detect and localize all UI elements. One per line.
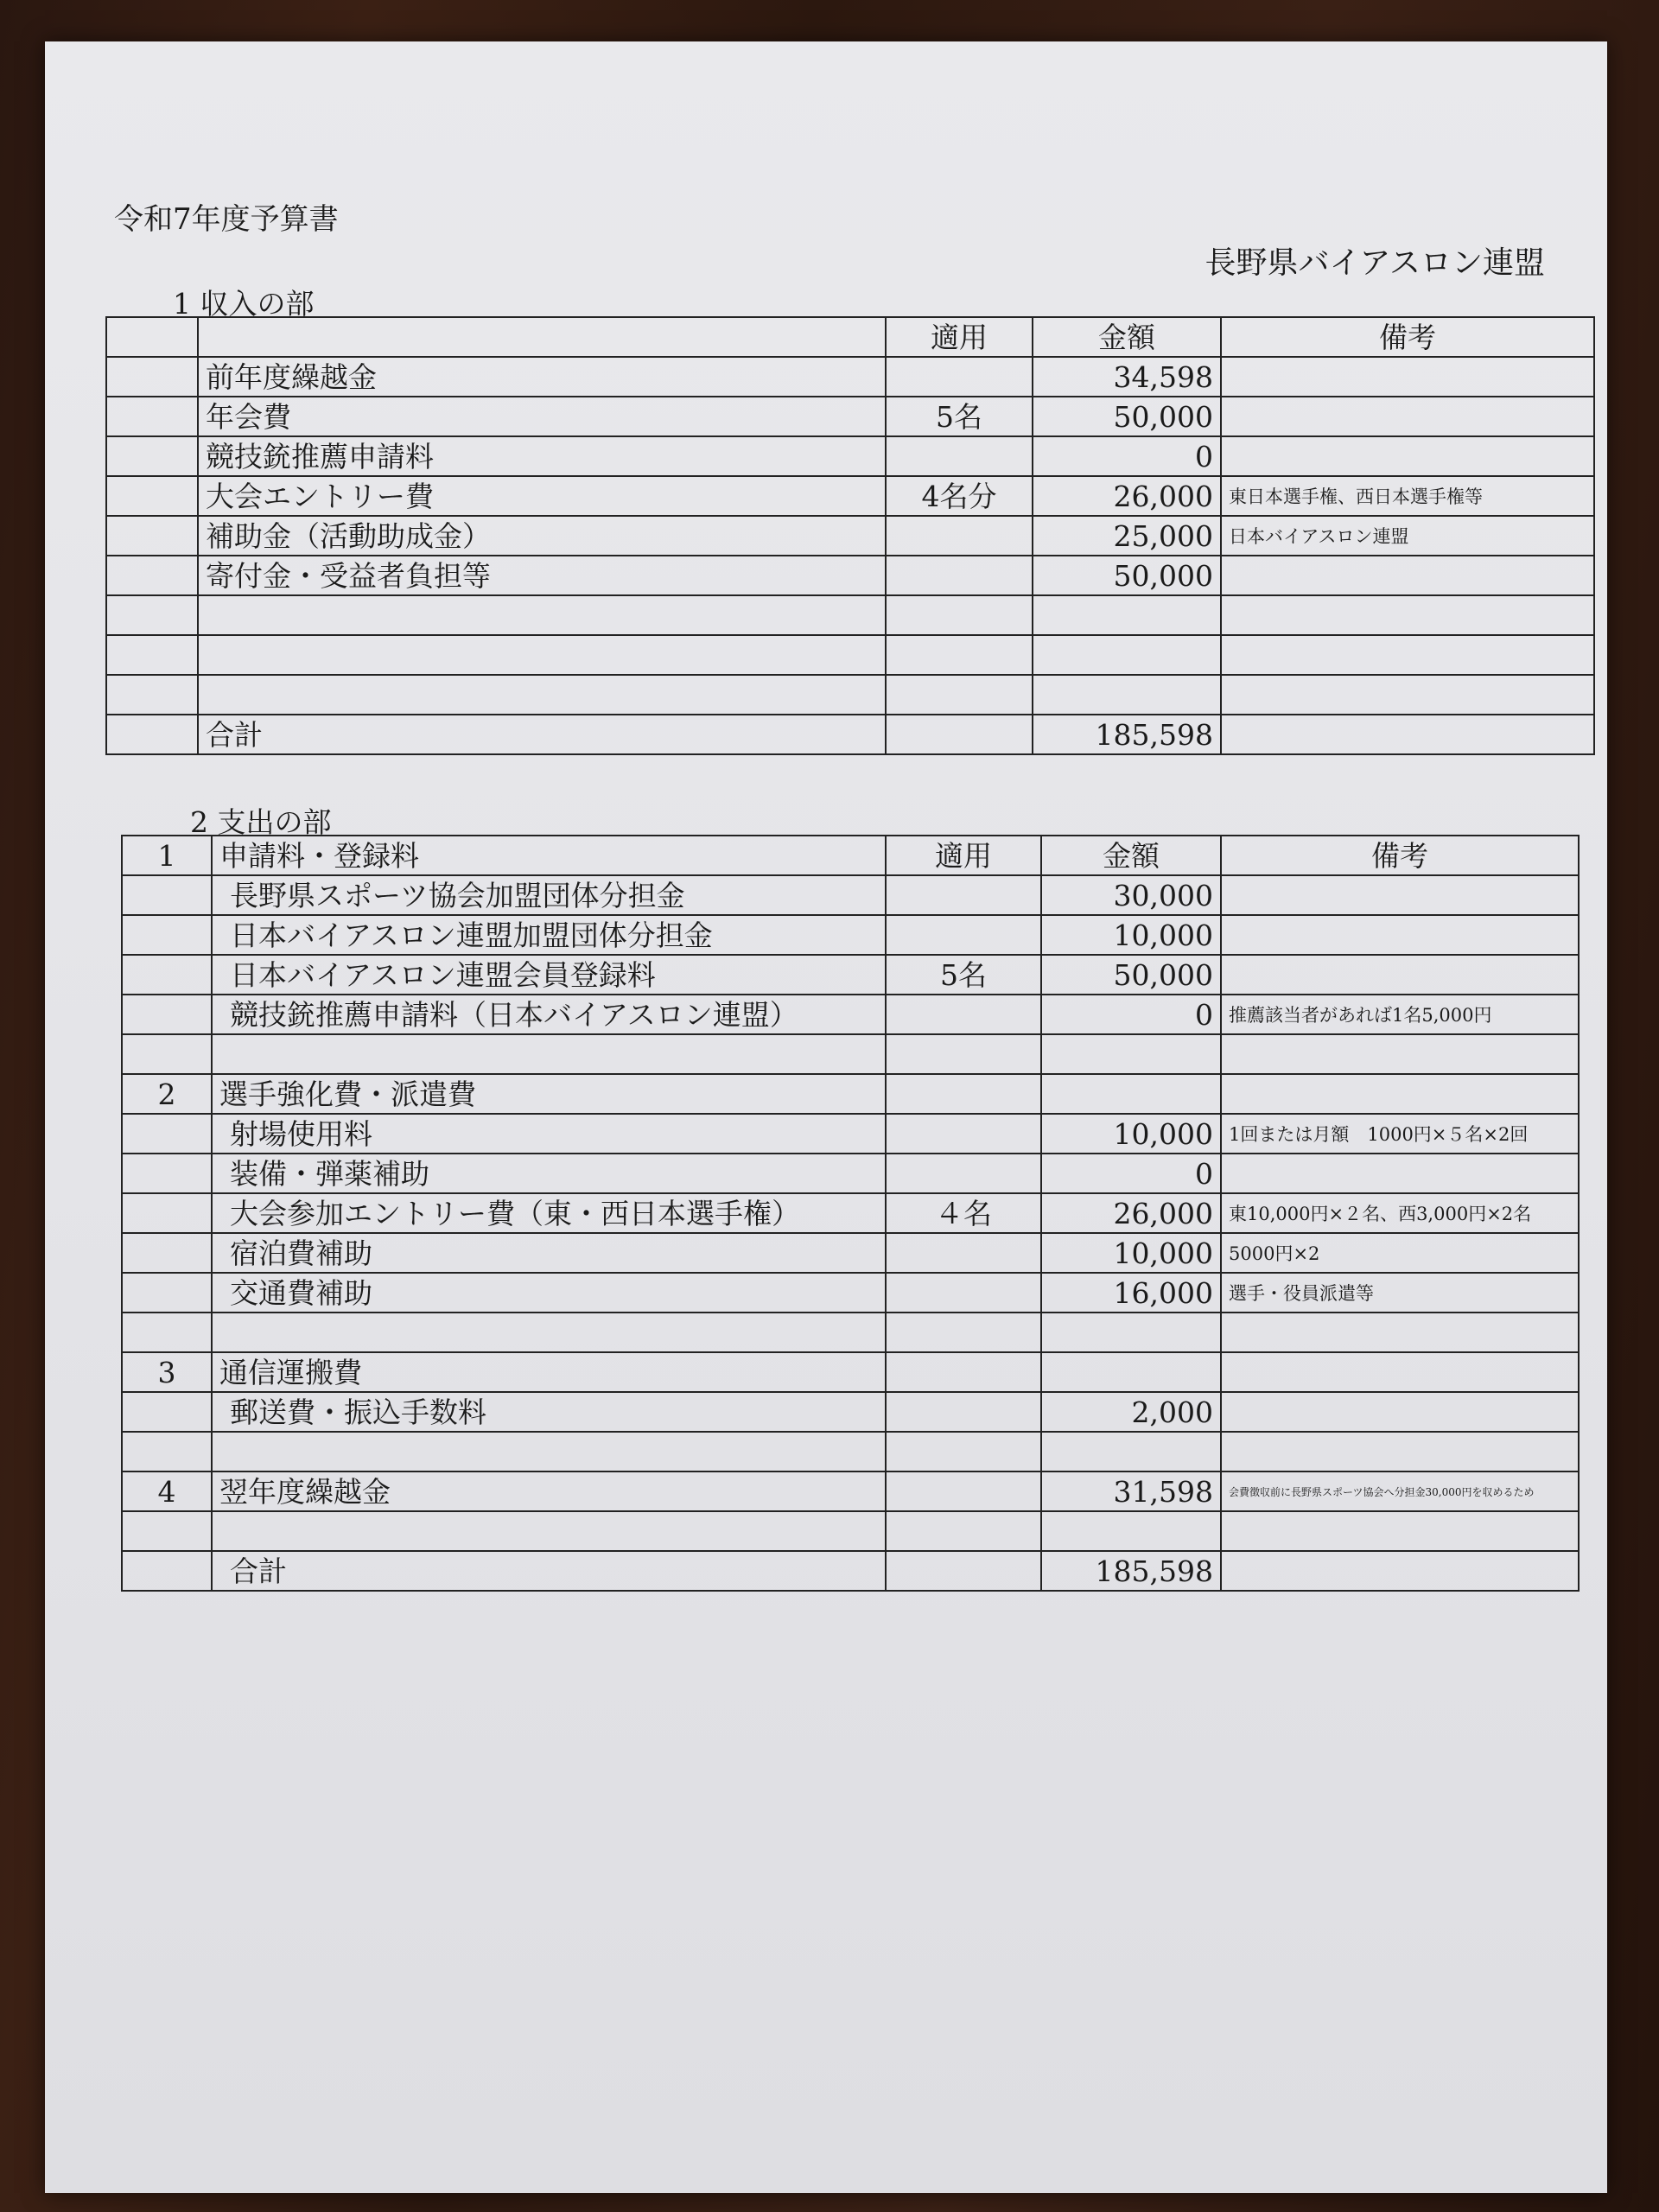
income-usage: 4名分	[886, 476, 1033, 516]
expense-row	[122, 1432, 1579, 1471]
expense-row	[122, 1233, 1579, 1273]
expense-item: 翌年度繰越金	[212, 1471, 886, 1511]
expense-row	[122, 875, 1579, 915]
expense-note	[1221, 875, 1579, 915]
expense-row	[122, 1114, 1579, 1154]
income-item: 補助金（活動助成金）	[198, 516, 886, 556]
income-row-num	[106, 556, 198, 595]
income-note	[1221, 436, 1594, 476]
expense-amount: 10,000	[1041, 1114, 1221, 1154]
expense-amount	[1041, 1511, 1221, 1551]
expense-row	[122, 1511, 1579, 1551]
income-row	[106, 357, 1594, 397]
expense-note	[1221, 1074, 1579, 1114]
expense-row	[122, 1273, 1579, 1313]
expense-total-label: 合計	[212, 1551, 886, 1591]
expense-note	[1221, 955, 1579, 995]
expense-amount: 50,000	[1041, 955, 1221, 995]
expense-note	[1221, 1392, 1579, 1432]
expense-item: 日本バイアスロン連盟加盟団体分担金	[212, 915, 886, 955]
income-header-item	[198, 317, 886, 357]
expense-note	[1221, 1352, 1579, 1392]
income-note	[1221, 397, 1594, 436]
expense-row	[122, 1392, 1579, 1432]
expense-row-num: 2	[122, 1074, 212, 1114]
income-usage	[886, 357, 1033, 397]
expense-item	[212, 1511, 886, 1551]
expense-header-amount: 金額	[1041, 836, 1221, 875]
expense-usage	[886, 1233, 1041, 1273]
expense-total-note	[1221, 1551, 1579, 1591]
expense-row	[122, 915, 1579, 955]
income-header-num	[106, 317, 198, 357]
expense-usage	[886, 915, 1041, 955]
income-row	[106, 635, 1594, 675]
income-row	[106, 476, 1594, 516]
expense-row-num: 4	[122, 1471, 212, 1511]
expense-note: 会費徴収前に長野県スポーツ協会へ分担金30,000円を収めるため	[1221, 1471, 1579, 1511]
expense-row	[122, 955, 1579, 995]
income-row-num	[106, 675, 198, 715]
expense-row-num	[122, 1313, 212, 1352]
expense-item: 装備・弾薬補助	[212, 1154, 886, 1193]
expense-row-num	[122, 1233, 212, 1273]
income-item: 寄付金・受益者負担等	[198, 556, 886, 595]
income-amount: 0	[1033, 436, 1221, 476]
expense-header-usage: 適用	[886, 836, 1041, 875]
income-usage	[886, 675, 1033, 715]
expense-header-note: 備考	[1221, 836, 1579, 875]
expense-note	[1221, 1511, 1579, 1551]
income-section-title: 1 収入の部	[173, 287, 315, 321]
expense-table	[121, 835, 1580, 1592]
expense-amount: 2,000	[1041, 1392, 1221, 1432]
income-usage	[886, 436, 1033, 476]
expense-row-num	[122, 1432, 212, 1471]
expense-row-num: 3	[122, 1352, 212, 1392]
income-row	[106, 595, 1594, 635]
expense-amount	[1041, 1034, 1221, 1074]
expense-usage	[886, 1154, 1041, 1193]
income-header-amount: 金額	[1033, 317, 1221, 357]
income-item	[198, 675, 886, 715]
income-row-num	[106, 635, 198, 675]
expense-item: 競技銃推薦申請料（日本バイアスロン連盟）	[212, 995, 886, 1034]
income-amount: 26,000	[1033, 476, 1221, 516]
expense-amount	[1041, 1313, 1221, 1352]
expense-header-row	[122, 836, 1579, 875]
expense-note	[1221, 1313, 1579, 1352]
income-usage: 5名	[886, 397, 1033, 436]
expense-amount: 26,000	[1041, 1193, 1221, 1233]
expense-row	[122, 1074, 1579, 1114]
expense-note	[1221, 1034, 1579, 1074]
income-usage	[886, 595, 1033, 635]
expense-amount: 0	[1041, 1154, 1221, 1193]
expense-usage	[886, 1034, 1041, 1074]
expense-total-num	[122, 1551, 212, 1591]
expense-row-num	[122, 955, 212, 995]
expense-amount	[1041, 1074, 1221, 1114]
expense-total-row	[122, 1551, 1579, 1591]
expense-note	[1221, 1432, 1579, 1471]
expense-row-num	[122, 1273, 212, 1313]
income-note	[1221, 675, 1594, 715]
income-total-note	[1221, 715, 1594, 754]
expense-total-amount: 185,598	[1041, 1551, 1221, 1591]
expense-item	[212, 1313, 886, 1352]
expense-usage	[886, 1114, 1041, 1154]
income-note	[1221, 556, 1594, 595]
expense-row	[122, 1471, 1579, 1511]
organization-name: 長野県バイアスロン連盟	[1205, 245, 1545, 281]
expense-item: 交通費補助	[212, 1273, 886, 1313]
expense-amount	[1041, 1352, 1221, 1392]
expense-category-title: 申請料・登録料	[212, 836, 886, 875]
expense-usage	[886, 1313, 1041, 1352]
income-total-label: 合計	[198, 715, 886, 754]
expense-usage	[886, 1352, 1041, 1392]
income-row	[106, 556, 1594, 595]
expense-item: 通信運搬費	[212, 1352, 886, 1392]
expense-row	[122, 1313, 1579, 1352]
income-header-note: 備考	[1221, 317, 1594, 357]
income-header-usage: 適用	[886, 317, 1033, 357]
income-amount: 25,000	[1033, 516, 1221, 556]
income-usage	[886, 516, 1033, 556]
income-row	[106, 516, 1594, 556]
income-item: 年会費	[198, 397, 886, 436]
income-row	[106, 436, 1594, 476]
expense-usage	[886, 1273, 1041, 1313]
income-item	[198, 595, 886, 635]
expense-category-number: 1	[122, 836, 212, 875]
income-note: 東日本選手権、西日本選手権等	[1221, 476, 1594, 516]
expense-usage	[886, 1074, 1041, 1114]
income-row-num	[106, 436, 198, 476]
expense-row-num	[122, 1034, 212, 1074]
income-table	[105, 316, 1595, 755]
income-row-num	[106, 397, 198, 436]
income-row-num	[106, 476, 198, 516]
expense-usage	[886, 1432, 1041, 1471]
expense-item: 選手強化費・派遣費	[212, 1074, 886, 1114]
income-row-num	[106, 516, 198, 556]
expense-amount: 10,000	[1041, 1233, 1221, 1273]
income-usage	[886, 635, 1033, 675]
expense-usage	[886, 995, 1041, 1034]
expense-section-title: 2 支出の部	[190, 805, 332, 839]
expense-amount: 31,598	[1041, 1471, 1221, 1511]
income-row-num	[106, 357, 198, 397]
expense-note: 東10,000円×２名、西3,000円×2名	[1221, 1193, 1579, 1233]
expense-item: 長野県スポーツ協会加盟団体分担金	[212, 875, 886, 915]
income-note	[1221, 635, 1594, 675]
expense-row	[122, 1193, 1579, 1233]
expense-amount: 30,000	[1041, 875, 1221, 915]
expense-item: 大会参加エントリー費（東・西日本選手権）	[212, 1193, 886, 1233]
income-note: 日本バイアスロン連盟	[1221, 516, 1594, 556]
income-total-num	[106, 715, 198, 754]
expense-usage	[886, 1392, 1041, 1432]
income-item: 前年度繰越金	[198, 357, 886, 397]
expense-item: 郵送費・振込手数料	[212, 1392, 886, 1432]
income-amount	[1033, 595, 1221, 635]
document-title: 令和7年度予算書	[114, 202, 339, 237]
expense-amount: 10,000	[1041, 915, 1221, 955]
income-row-num	[106, 595, 198, 635]
expense-row-num	[122, 915, 212, 955]
expense-amount: 16,000	[1041, 1273, 1221, 1313]
expense-item	[212, 1034, 886, 1074]
expense-item	[212, 1432, 886, 1471]
expense-item: 射場使用料	[212, 1114, 886, 1154]
income-item	[198, 635, 886, 675]
income-total-amount: 185,598	[1033, 715, 1221, 754]
income-amount	[1033, 635, 1221, 675]
paper-sheet	[45, 41, 1607, 2193]
income-item: 競技銃推薦申請料	[198, 436, 886, 476]
expense-usage	[886, 1471, 1041, 1511]
expense-row-num	[122, 1154, 212, 1193]
income-header-row	[106, 317, 1594, 357]
expense-amount	[1041, 1432, 1221, 1471]
expense-row-num	[122, 1511, 212, 1551]
expense-note	[1221, 915, 1579, 955]
income-amount	[1033, 675, 1221, 715]
income-usage	[886, 556, 1033, 595]
income-row	[106, 675, 1594, 715]
expense-usage: ４名	[886, 1193, 1041, 1233]
income-note	[1221, 595, 1594, 635]
expense-row	[122, 1034, 1579, 1074]
expense-total-usage	[886, 1551, 1041, 1591]
expense-row	[122, 1154, 1579, 1193]
income-row	[106, 397, 1594, 436]
expense-note: 推薦該当者があれば1名5,000円	[1221, 995, 1579, 1034]
expense-amount: 0	[1041, 995, 1221, 1034]
expense-usage	[886, 1511, 1041, 1551]
expense-note: 5000円×2	[1221, 1233, 1579, 1273]
expense-usage	[886, 875, 1041, 915]
income-item: 大会エントリー費	[198, 476, 886, 516]
expense-row-num	[122, 875, 212, 915]
expense-item: 宿泊費補助	[212, 1233, 886, 1273]
expense-item: 日本バイアスロン連盟会員登録料	[212, 955, 886, 995]
expense-row-num	[122, 1114, 212, 1154]
expense-usage: 5名	[886, 955, 1041, 995]
expense-row	[122, 995, 1579, 1034]
expense-note	[1221, 1154, 1579, 1193]
income-amount: 34,598	[1033, 357, 1221, 397]
income-total-usage	[886, 715, 1033, 754]
income-amount: 50,000	[1033, 397, 1221, 436]
expense-note: 1回または月額 1000円×５名×2回	[1221, 1114, 1579, 1154]
expense-row	[122, 1352, 1579, 1392]
expense-row-num	[122, 995, 212, 1034]
expense-note: 選手・役員派遣等	[1221, 1273, 1579, 1313]
expense-row-num	[122, 1392, 212, 1432]
expense-row-num	[122, 1193, 212, 1233]
income-amount: 50,000	[1033, 556, 1221, 595]
income-note	[1221, 357, 1594, 397]
income-total-row	[106, 715, 1594, 754]
